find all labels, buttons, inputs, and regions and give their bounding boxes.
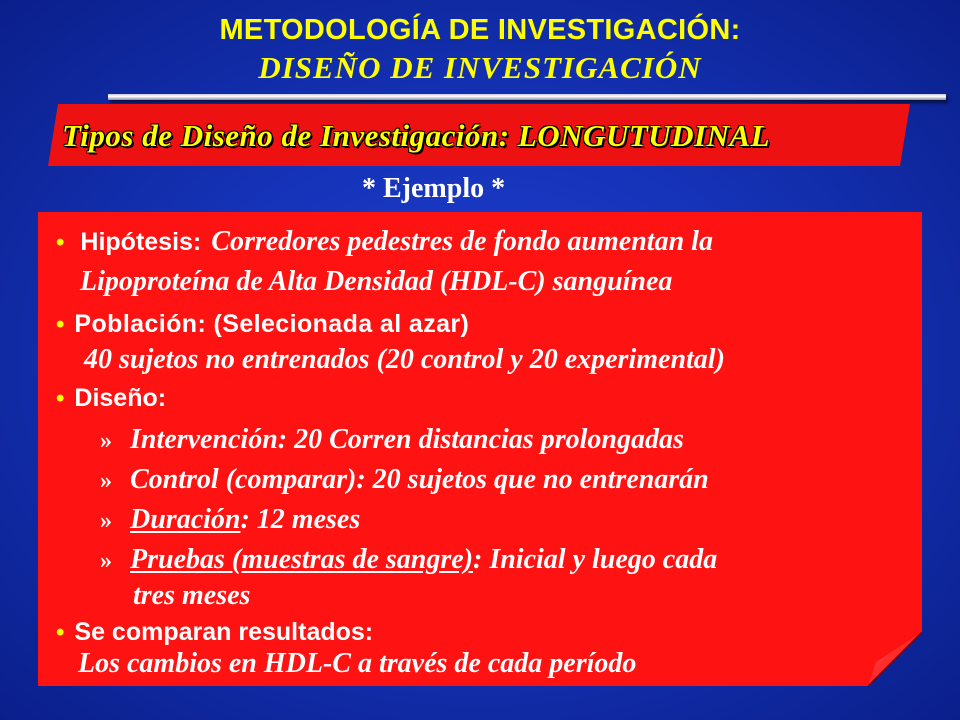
sub-bullet-icon: » xyxy=(100,548,112,574)
example-label: * Ejemplo * xyxy=(362,173,506,204)
hipotesis-row xyxy=(56,226,713,258)
diseno-item xyxy=(100,504,360,536)
hipotesis-text-line1: Corredores pedestres de fondo aumentan la xyxy=(211,226,713,257)
resultados-label: Se comparan resultados: xyxy=(74,618,374,646)
diseno-item-underlined: Duración xyxy=(130,504,241,535)
resultados-row xyxy=(56,618,373,647)
diseno-row xyxy=(56,384,166,413)
diseno-item xyxy=(100,464,709,496)
bullet-icon: • xyxy=(56,229,65,256)
bullet-icon: • xyxy=(56,385,65,412)
poblacion-row xyxy=(56,310,469,339)
sub-bullet-icon: » xyxy=(100,468,112,494)
slide-title: METODOLOGÍA DE INVESTIGACIÓN: xyxy=(219,14,741,46)
diseno-item-text: Intervención: 20 Corren distancias prolongadas xyxy=(130,424,684,455)
diseno-item-text: : 12 meses xyxy=(240,504,361,535)
sub-bullet-icon: » xyxy=(100,428,112,454)
slide-subtitle: DISEÑO DE INVESTIGACIÓN xyxy=(258,50,702,85)
page-curl-edge xyxy=(868,632,922,686)
section-banner-text: Tipos de Diseño de Investigación: LONGUTUDINAL xyxy=(62,118,771,153)
poblacion-label: Población: (Selecionada al azar) xyxy=(74,310,470,338)
diseno-item-continuation: tres meses xyxy=(133,580,251,611)
bullet-icon: • xyxy=(56,619,65,646)
diseno-item xyxy=(100,424,684,456)
diseno-label: Diseño: xyxy=(74,384,167,412)
sub-bullet-icon: » xyxy=(100,508,112,534)
hipotesis-text-line2: Lipoproteína de Alta Densidad (HDL-C) sanguínea xyxy=(80,266,673,297)
hipotesis-label: Hipótesis: xyxy=(80,228,202,256)
title-divider xyxy=(108,94,946,100)
diseno-item-underlined: Pruebas (muestras de sangre) xyxy=(130,544,474,575)
diseno-item-text: : Inicial y luego cada xyxy=(473,544,718,575)
diseno-item xyxy=(100,544,717,576)
bullet-icon: • xyxy=(56,311,65,338)
diseno-item-text: Control (comparar): 20 sujetos que no entrenarán xyxy=(130,464,709,495)
poblacion-text: 40 sujetos no entrenados (20 control y 20 experimental) xyxy=(84,344,725,375)
resultados-text: Los cambios en HDL-C a través de cada período xyxy=(78,648,637,679)
